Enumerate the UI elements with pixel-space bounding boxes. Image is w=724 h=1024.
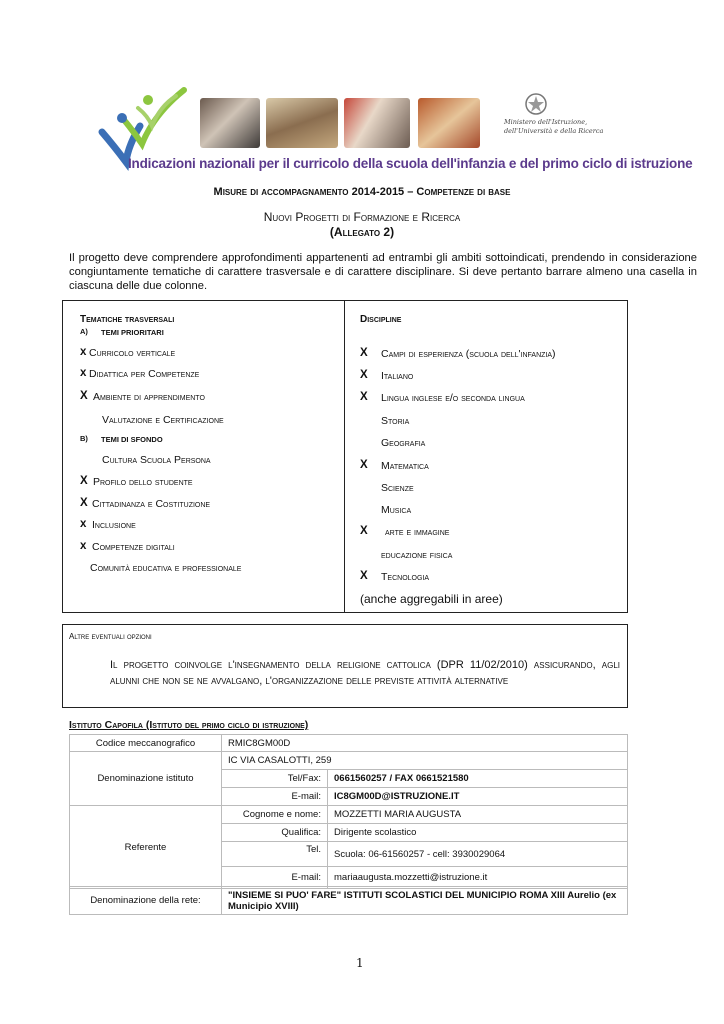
email-value[interactable]: IC8GM00D@ISTRUZIONE.IT: [328, 788, 628, 806]
banner-title: Indicazioni nazionali per il curricolo della scuola dell'infanzia e del primo ciclo di istruzione: [128, 156, 693, 171]
checkmark[interactable]: X: [360, 391, 368, 403]
section-b-title: TEMI DI SFONDO: [101, 435, 163, 444]
ministry-name: [504, 118, 603, 136]
other-options-heading: Altre eventuali opzioni: [69, 632, 152, 641]
topic-label: Profilo dello studente: [93, 476, 193, 488]
institute-table: [69, 734, 628, 889]
checkmark[interactable]: x: [80, 346, 87, 358]
network-value: "INSIEME SI PUO' FARE" ISTITUTI SCOLASTICI DEL MUNICIPIO ROMA XIII Aurelio (ex Municipio XVIII): [222, 887, 628, 915]
discipline-label: Lingua inglese e/o seconda lingua: [381, 392, 525, 404]
discipline-label: Tecnologia: [381, 571, 430, 583]
discipline-label: Campi di esperienza (scuola dell'infanzia): [381, 348, 556, 360]
column-divider: [344, 300, 345, 613]
checkmark[interactable]: X: [360, 525, 368, 537]
aggregation-note: (anche aggregabili in aree): [360, 592, 503, 606]
tel-label: Tel.: [222, 842, 328, 867]
discipline-label: educazione fisica: [381, 549, 453, 561]
republic-emblem-icon: [524, 90, 548, 118]
section-a-title: TEMI PRIORITARI: [101, 328, 164, 337]
code-label: Codice meccanografico: [70, 735, 222, 752]
checkmark[interactable]: X: [80, 497, 88, 509]
photo-children: [418, 98, 480, 148]
qualification-label: Qualifica:: [222, 824, 328, 842]
network-label: Denominazione della rete:: [70, 887, 222, 915]
institute-heading: Istituto Capofila (Istituto del primo ciclo di istruzione): [69, 719, 309, 731]
topic-label: Comunità educativa e professionale: [90, 562, 242, 574]
discipline-label: Italiano: [381, 370, 414, 382]
code-value: RMIC8GM00D: [222, 735, 628, 752]
discipline-label: Musica: [381, 504, 412, 516]
topic-label: Competenze digitali: [92, 541, 175, 553]
telfax-label: Tel/Fax:: [222, 770, 328, 788]
checkmark[interactable]: X: [360, 347, 368, 359]
discipline-label: arte e immagine: [385, 526, 450, 538]
photo-classroom: [266, 98, 338, 148]
discipline-label: Matematica: [381, 460, 429, 472]
checkmark[interactable]: X: [360, 459, 368, 471]
checkmark[interactable]: X: [80, 390, 88, 402]
institute-name-value: IC VIA CASALOTTI, 259: [222, 752, 628, 770]
document-attachment: (Allegato 2): [329, 225, 395, 239]
checkmark[interactable]: x: [80, 367, 87, 379]
topic-label: Valutazione e Certificazione: [102, 414, 224, 426]
surname-label: Cognome e nome:: [222, 806, 328, 824]
topic-label: Inclusione: [92, 519, 136, 531]
qualification-value: Dirigente scolastico: [328, 824, 628, 842]
section-b-letter: B): [80, 434, 88, 443]
ministry-line-2: dell'Università e della Ricerca: [504, 127, 604, 135]
referent-label: Referente: [70, 806, 222, 889]
surname-value: MOZZETTI MARIA AUGUSTA: [328, 806, 628, 824]
network-table: [69, 886, 628, 915]
topic-label: Cultura Scuola Persona: [102, 454, 211, 466]
tel-value: Scuola: 06-61560257 - cell: 3930029064: [328, 842, 628, 867]
checkmark[interactable]: X: [80, 475, 88, 487]
checkmark[interactable]: x: [80, 518, 87, 530]
discipline-label: Scienze: [381, 482, 414, 494]
referent-email-label: E-mail:: [222, 867, 328, 889]
photo-students-2: [344, 98, 410, 148]
topic-label: Curricolo verticale: [89, 347, 176, 359]
intro-paragraph: Il progetto deve comprendere approfondimenti appartenenti ad entrambi gli ambiti sottoindicati, prendendo in considerazione congiuntamente tematiche di carattere trasversale e di carattere disciplinare. Si deve pertanto barrare almeno una casella in ciascuna delle due colonne.: [69, 252, 697, 292]
document-title: Misure di accompagnamento 2014-2015 – Competenze di base: [213, 186, 511, 198]
telfax-value: 0661560257 / FAX 0661521580: [328, 770, 628, 788]
section-a-letter: A): [80, 327, 88, 336]
discipline-label: Geografia: [381, 437, 426, 449]
page-number: 1: [356, 956, 364, 970]
checkmark[interactable]: X: [360, 570, 368, 582]
other-options-text: Il progetto coinvolge l'insegnamento della religione cattolica (DPR 11/02/2010) assicurando, agli alunni che non se ne avvalgano, l'organizzazione delle previste attività alternative: [110, 659, 620, 687]
referent-email-value[interactable]: mariaaugusta.mozzetti@istruzione.it: [328, 867, 628, 889]
institute-name-label: Denominazione istituto: [70, 752, 222, 806]
email-label: E-mail:: [222, 788, 328, 806]
photo-students-1: [200, 98, 260, 148]
disciplines-heading: Discipline: [360, 314, 402, 325]
checkmark[interactable]: x: [80, 540, 87, 552]
document-subtitle: Nuovi Progetti di Formazione e Ricerca: [263, 210, 461, 224]
topic-label: Cittadinanza e Costituzione: [92, 498, 211, 510]
topic-label: Ambiente di apprendimento: [93, 391, 205, 403]
topic-label: Didattica per Competenze: [89, 368, 200, 380]
discipline-label: Storia: [381, 415, 410, 427]
checkmark[interactable]: X: [360, 369, 368, 381]
transversal-heading: Tematiche trasversali: [80, 314, 175, 325]
ministry-line-1: Ministero dell'Istruzione,: [504, 118, 588, 126]
